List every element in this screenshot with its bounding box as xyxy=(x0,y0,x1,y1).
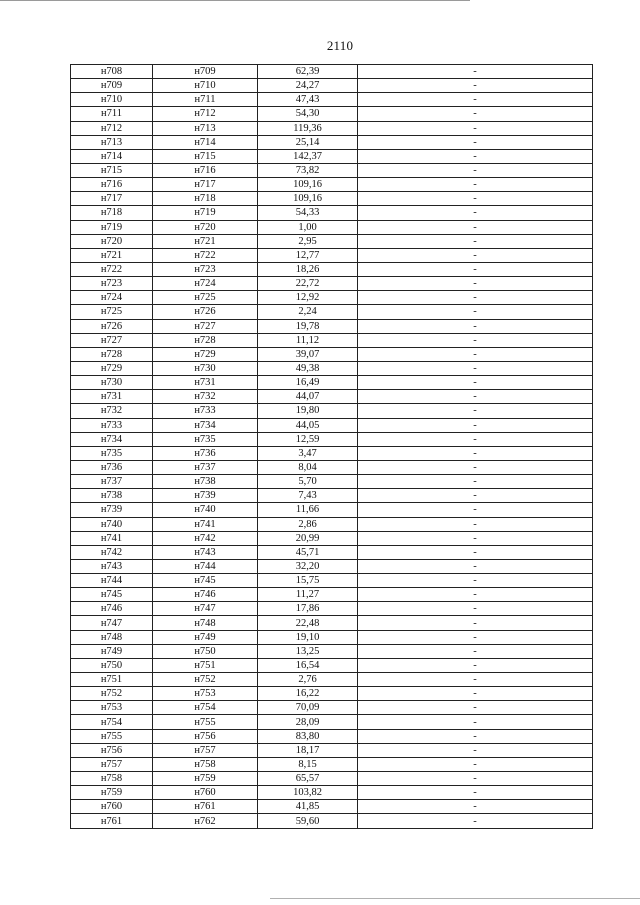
distance-cell: 142,37 xyxy=(258,149,358,163)
to-point-cell: н748 xyxy=(153,616,258,630)
from-point-cell: н745 xyxy=(71,588,153,602)
table-row xyxy=(71,531,593,545)
from-point-cell: н731 xyxy=(71,390,153,404)
note-cell: - xyxy=(358,163,593,177)
distance-cell: 22,72 xyxy=(258,277,358,291)
note-cell: - xyxy=(358,192,593,206)
distance-cell: 28,09 xyxy=(258,715,358,729)
distance-cell: 16,54 xyxy=(258,658,358,672)
distance-cell: 2,86 xyxy=(258,517,358,531)
distance-cell: 7,43 xyxy=(258,489,358,503)
to-point-cell: н731 xyxy=(153,376,258,390)
note-cell: - xyxy=(358,347,593,361)
from-point-cell: н748 xyxy=(71,630,153,644)
note-cell: - xyxy=(358,743,593,757)
from-point-cell: н711 xyxy=(71,107,153,121)
to-point-cell: н725 xyxy=(153,291,258,305)
distance-cell: 41,85 xyxy=(258,800,358,814)
table-row xyxy=(71,262,593,276)
to-point-cell: н739 xyxy=(153,489,258,503)
to-point-cell: н728 xyxy=(153,333,258,347)
from-point-cell: н723 xyxy=(71,277,153,291)
from-point-cell: н752 xyxy=(71,687,153,701)
table-row xyxy=(71,800,593,814)
from-point-cell: н735 xyxy=(71,446,153,460)
to-point-cell: н738 xyxy=(153,475,258,489)
from-point-cell: н727 xyxy=(71,333,153,347)
distance-cell: 19,78 xyxy=(258,319,358,333)
table-row xyxy=(71,234,593,248)
to-point-cell: н741 xyxy=(153,517,258,531)
from-point-cell: н737 xyxy=(71,475,153,489)
from-point-cell: н725 xyxy=(71,305,153,319)
note-cell: - xyxy=(358,206,593,220)
table-row xyxy=(71,743,593,757)
note-cell: - xyxy=(358,644,593,658)
note-cell: - xyxy=(358,503,593,517)
note-cell: - xyxy=(358,729,593,743)
to-point-cell: н717 xyxy=(153,178,258,192)
to-point-cell: н754 xyxy=(153,701,258,715)
note-cell: - xyxy=(358,545,593,559)
to-point-cell: н758 xyxy=(153,757,258,771)
table-row xyxy=(71,347,593,361)
table-row xyxy=(71,630,593,644)
distance-cell: 54,30 xyxy=(258,107,358,121)
distance-cell: 2,24 xyxy=(258,305,358,319)
to-point-cell: н757 xyxy=(153,743,258,757)
note-cell: - xyxy=(358,107,593,121)
to-point-cell: н755 xyxy=(153,715,258,729)
table-row xyxy=(71,404,593,418)
to-point-cell: н714 xyxy=(153,135,258,149)
distance-cell: 44,07 xyxy=(258,390,358,404)
from-point-cell: н718 xyxy=(71,206,153,220)
note-cell: - xyxy=(358,178,593,192)
note-cell: - xyxy=(358,715,593,729)
from-point-cell: н740 xyxy=(71,517,153,531)
distance-cell: 109,16 xyxy=(258,178,358,192)
distance-cell: 13,25 xyxy=(258,644,358,658)
distance-cell: 3,47 xyxy=(258,446,358,460)
to-point-cell: н745 xyxy=(153,574,258,588)
to-point-cell: н744 xyxy=(153,559,258,573)
to-point-cell: н713 xyxy=(153,121,258,135)
table-row xyxy=(71,220,593,234)
from-point-cell: н724 xyxy=(71,291,153,305)
distance-cell: 62,39 xyxy=(258,65,358,79)
to-point-cell: н710 xyxy=(153,79,258,93)
boundary-points-table xyxy=(70,64,593,829)
distance-cell: 16,49 xyxy=(258,376,358,390)
distance-cell: 47,43 xyxy=(258,93,358,107)
note-cell: - xyxy=(358,475,593,489)
from-point-cell: н753 xyxy=(71,701,153,715)
note-cell: - xyxy=(358,135,593,149)
distance-cell: 19,10 xyxy=(258,630,358,644)
note-cell: - xyxy=(358,786,593,800)
from-point-cell: н720 xyxy=(71,234,153,248)
distance-cell: 2,95 xyxy=(258,234,358,248)
distance-cell: 12,77 xyxy=(258,248,358,262)
table-row xyxy=(71,517,593,531)
note-cell: - xyxy=(358,673,593,687)
scan-edge-top xyxy=(0,0,470,1)
distance-cell: 45,71 xyxy=(258,545,358,559)
note-cell: - xyxy=(358,404,593,418)
to-point-cell: н752 xyxy=(153,673,258,687)
from-point-cell: н744 xyxy=(71,574,153,588)
distance-cell: 65,57 xyxy=(258,772,358,786)
to-point-cell: н735 xyxy=(153,432,258,446)
from-point-cell: н760 xyxy=(71,800,153,814)
note-cell: - xyxy=(358,319,593,333)
table-row xyxy=(71,432,593,446)
to-point-cell: н726 xyxy=(153,305,258,319)
table-row xyxy=(71,687,593,701)
from-point-cell: н750 xyxy=(71,658,153,672)
distance-cell: 5,70 xyxy=(258,475,358,489)
from-point-cell: н738 xyxy=(71,489,153,503)
note-cell: - xyxy=(358,277,593,291)
table-row xyxy=(71,729,593,743)
to-point-cell: н762 xyxy=(153,814,258,828)
distance-cell: 12,59 xyxy=(258,432,358,446)
distance-cell: 119,36 xyxy=(258,121,358,135)
to-point-cell: н761 xyxy=(153,800,258,814)
table-row xyxy=(71,206,593,220)
to-point-cell: н719 xyxy=(153,206,258,220)
table-row xyxy=(71,121,593,135)
distance-cell: 17,86 xyxy=(258,602,358,616)
from-point-cell: н755 xyxy=(71,729,153,743)
table-row xyxy=(71,559,593,573)
table-row xyxy=(71,715,593,729)
from-point-cell: н729 xyxy=(71,361,153,375)
distance-cell: 18,26 xyxy=(258,262,358,276)
table-row xyxy=(71,475,593,489)
table-row xyxy=(71,178,593,192)
table-row xyxy=(71,376,593,390)
table-row xyxy=(71,192,593,206)
table-row xyxy=(71,418,593,432)
note-cell: - xyxy=(358,517,593,531)
distance-cell: 25,14 xyxy=(258,135,358,149)
from-point-cell: н758 xyxy=(71,772,153,786)
distance-cell: 15,75 xyxy=(258,574,358,588)
distance-cell: 8,04 xyxy=(258,460,358,474)
table-row xyxy=(71,786,593,800)
distance-cell: 39,07 xyxy=(258,347,358,361)
note-cell: - xyxy=(358,687,593,701)
note-cell: - xyxy=(358,149,593,163)
from-point-cell: н712 xyxy=(71,121,153,135)
from-point-cell: н709 xyxy=(71,79,153,93)
distance-cell: 12,92 xyxy=(258,291,358,305)
note-cell: - xyxy=(358,658,593,672)
to-point-cell: н715 xyxy=(153,149,258,163)
note-cell: - xyxy=(358,79,593,93)
to-point-cell: н727 xyxy=(153,319,258,333)
from-point-cell: н713 xyxy=(71,135,153,149)
distance-cell: 8,15 xyxy=(258,757,358,771)
to-point-cell: н732 xyxy=(153,390,258,404)
distance-cell: 24,27 xyxy=(258,79,358,93)
from-point-cell: н746 xyxy=(71,602,153,616)
from-point-cell: н715 xyxy=(71,163,153,177)
note-cell: - xyxy=(358,361,593,375)
distance-cell: 109,16 xyxy=(258,192,358,206)
note-cell: - xyxy=(358,93,593,107)
to-point-cell: н711 xyxy=(153,93,258,107)
table-row xyxy=(71,460,593,474)
to-point-cell: н749 xyxy=(153,630,258,644)
table-row xyxy=(71,277,593,291)
table-row xyxy=(71,545,593,559)
from-point-cell: н756 xyxy=(71,743,153,757)
note-cell: - xyxy=(358,333,593,347)
from-point-cell: н730 xyxy=(71,376,153,390)
table-body xyxy=(71,65,593,829)
table-row xyxy=(71,757,593,771)
note-cell: - xyxy=(358,489,593,503)
table-row xyxy=(71,658,593,672)
to-point-cell: н712 xyxy=(153,107,258,121)
page-number: 2110 xyxy=(326,38,354,53)
from-point-cell: н747 xyxy=(71,616,153,630)
distance-cell: 59,60 xyxy=(258,814,358,828)
to-point-cell: н734 xyxy=(153,418,258,432)
note-cell: - xyxy=(358,616,593,630)
from-point-cell: н749 xyxy=(71,644,153,658)
from-point-cell: н717 xyxy=(71,192,153,206)
to-point-cell: н721 xyxy=(153,234,258,248)
note-cell: - xyxy=(358,602,593,616)
distance-cell: 2,76 xyxy=(258,673,358,687)
from-point-cell: н721 xyxy=(71,248,153,262)
note-cell: - xyxy=(358,248,593,262)
from-point-cell: н722 xyxy=(71,262,153,276)
note-cell: - xyxy=(358,559,593,573)
distance-cell: 11,12 xyxy=(258,333,358,347)
scan-edge-bottom xyxy=(270,898,640,899)
from-point-cell: н739 xyxy=(71,503,153,517)
to-point-cell: н709 xyxy=(153,65,258,79)
from-point-cell: н710 xyxy=(71,93,153,107)
note-cell: - xyxy=(358,291,593,305)
table-row xyxy=(71,446,593,460)
to-point-cell: н760 xyxy=(153,786,258,800)
from-point-cell: н751 xyxy=(71,673,153,687)
from-point-cell: н728 xyxy=(71,347,153,361)
distance-cell: 103,82 xyxy=(258,786,358,800)
table-row xyxy=(71,489,593,503)
note-cell: - xyxy=(358,772,593,786)
to-point-cell: н751 xyxy=(153,658,258,672)
from-point-cell: н743 xyxy=(71,559,153,573)
distance-cell: 20,99 xyxy=(258,531,358,545)
from-point-cell: н719 xyxy=(71,220,153,234)
to-point-cell: н718 xyxy=(153,192,258,206)
note-cell: - xyxy=(358,262,593,276)
to-point-cell: н730 xyxy=(153,361,258,375)
to-point-cell: н729 xyxy=(153,347,258,361)
table-row xyxy=(71,248,593,262)
to-point-cell: н753 xyxy=(153,687,258,701)
note-cell: - xyxy=(358,630,593,644)
table-row xyxy=(71,588,593,602)
distance-cell: 70,09 xyxy=(258,701,358,715)
table-row xyxy=(71,390,593,404)
from-point-cell: н708 xyxy=(71,65,153,79)
to-point-cell: н746 xyxy=(153,588,258,602)
to-point-cell: н742 xyxy=(153,531,258,545)
to-point-cell: н736 xyxy=(153,446,258,460)
note-cell: - xyxy=(358,574,593,588)
from-point-cell: н741 xyxy=(71,531,153,545)
distance-cell: 18,17 xyxy=(258,743,358,757)
from-point-cell: н757 xyxy=(71,757,153,771)
distance-cell: 1,00 xyxy=(258,220,358,234)
to-point-cell: н756 xyxy=(153,729,258,743)
note-cell: - xyxy=(358,121,593,135)
from-point-cell: н732 xyxy=(71,404,153,418)
to-point-cell: н740 xyxy=(153,503,258,517)
table-row xyxy=(71,701,593,715)
table-row xyxy=(71,673,593,687)
to-point-cell: н737 xyxy=(153,460,258,474)
table-row xyxy=(71,616,593,630)
table-row xyxy=(71,93,593,107)
note-cell: - xyxy=(358,757,593,771)
note-cell: - xyxy=(358,800,593,814)
distance-cell: 16,22 xyxy=(258,687,358,701)
table-row xyxy=(71,291,593,305)
to-point-cell: н759 xyxy=(153,772,258,786)
from-point-cell: н716 xyxy=(71,178,153,192)
from-point-cell: н761 xyxy=(71,814,153,828)
table-row xyxy=(71,602,593,616)
table-row xyxy=(71,814,593,828)
note-cell: - xyxy=(358,814,593,828)
from-point-cell: н759 xyxy=(71,786,153,800)
table-row xyxy=(71,333,593,347)
from-point-cell: н736 xyxy=(71,460,153,474)
to-point-cell: н743 xyxy=(153,545,258,559)
distance-cell: 32,20 xyxy=(258,559,358,573)
from-point-cell: н734 xyxy=(71,432,153,446)
to-point-cell: н723 xyxy=(153,262,258,276)
distance-cell: 11,27 xyxy=(258,588,358,602)
to-point-cell: н747 xyxy=(153,602,258,616)
to-point-cell: н733 xyxy=(153,404,258,418)
from-point-cell: н714 xyxy=(71,149,153,163)
table-row xyxy=(71,107,593,121)
distance-cell: 49,38 xyxy=(258,361,358,375)
note-cell: - xyxy=(358,65,593,79)
from-point-cell: н742 xyxy=(71,545,153,559)
distance-cell: 83,80 xyxy=(258,729,358,743)
table-row xyxy=(71,503,593,517)
note-cell: - xyxy=(358,588,593,602)
to-point-cell: н750 xyxy=(153,644,258,658)
note-cell: - xyxy=(358,376,593,390)
note-cell: - xyxy=(358,531,593,545)
table-row xyxy=(71,149,593,163)
from-point-cell: н733 xyxy=(71,418,153,432)
note-cell: - xyxy=(358,432,593,446)
note-cell: - xyxy=(358,701,593,715)
from-point-cell: н754 xyxy=(71,715,153,729)
from-point-cell: н726 xyxy=(71,319,153,333)
note-cell: - xyxy=(358,460,593,474)
distance-cell: 19,80 xyxy=(258,404,358,418)
table-row xyxy=(71,361,593,375)
table-row xyxy=(71,319,593,333)
distance-cell: 22,48 xyxy=(258,616,358,630)
note-cell: - xyxy=(358,220,593,234)
note-cell: - xyxy=(358,390,593,404)
table-row xyxy=(71,305,593,319)
to-point-cell: н724 xyxy=(153,277,258,291)
table-row xyxy=(71,135,593,149)
to-point-cell: н722 xyxy=(153,248,258,262)
note-cell: - xyxy=(358,234,593,248)
distance-cell: 73,82 xyxy=(258,163,358,177)
to-point-cell: н716 xyxy=(153,163,258,177)
distance-cell: 44,05 xyxy=(258,418,358,432)
to-point-cell: н720 xyxy=(153,220,258,234)
note-cell: - xyxy=(358,446,593,460)
note-cell: - xyxy=(358,305,593,319)
table-row xyxy=(71,772,593,786)
table-row xyxy=(71,65,593,79)
note-cell: - xyxy=(358,418,593,432)
table-row xyxy=(71,79,593,93)
distance-cell: 11,66 xyxy=(258,503,358,517)
table-row xyxy=(71,644,593,658)
distance-cell: 54,33 xyxy=(258,206,358,220)
table-row xyxy=(71,163,593,177)
table-row xyxy=(71,574,593,588)
